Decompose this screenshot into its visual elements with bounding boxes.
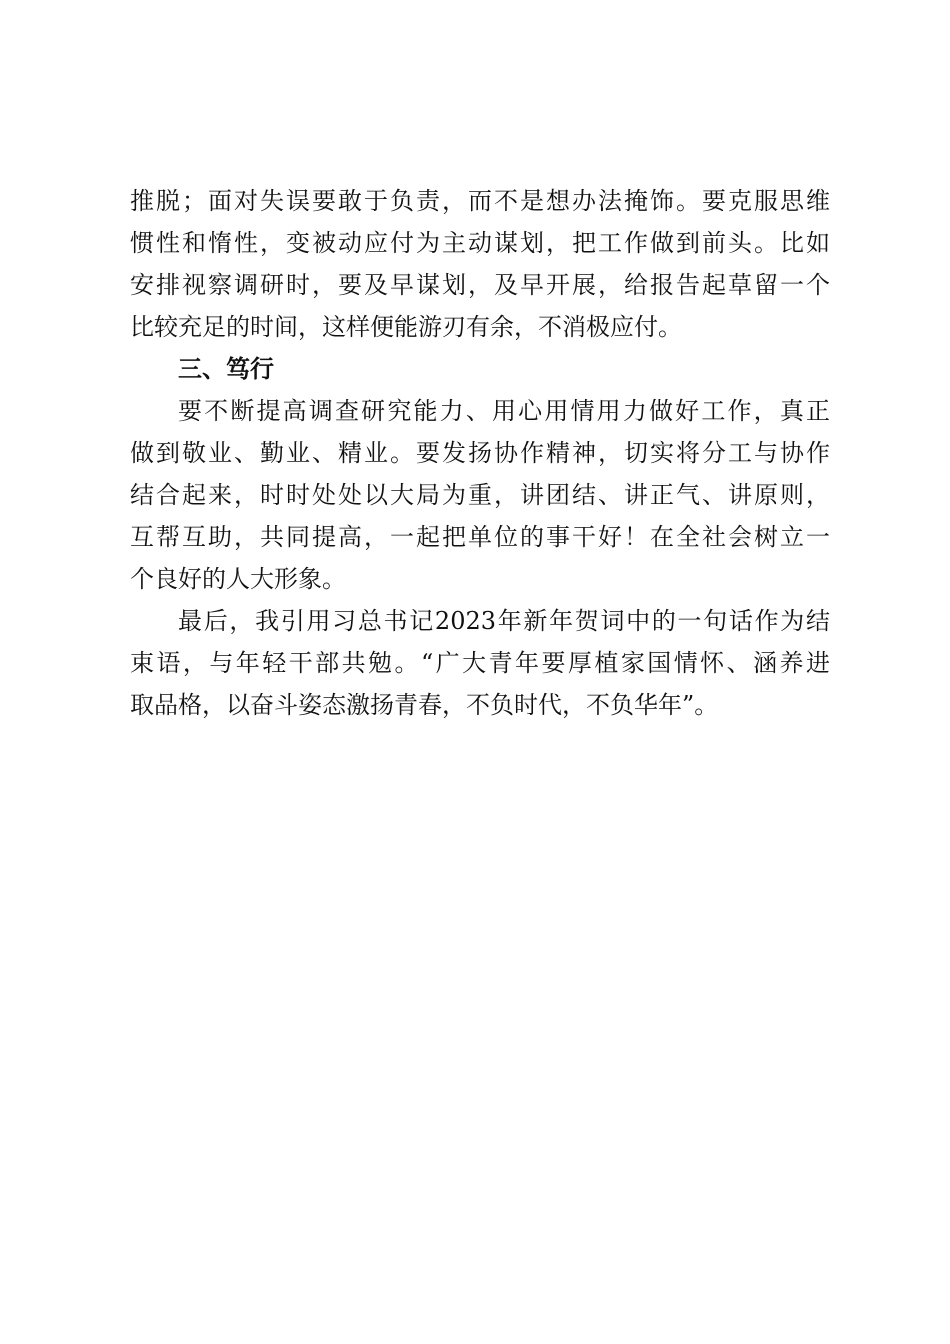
text-line: 比较充足的时间，这样便能游刃有余，不消极应付。 <box>130 313 682 341</box>
text-line: 结合起来，时时处处以大局为重，讲团结、讲正气、讲原则， <box>130 481 830 509</box>
paragraph-conclusion <box>130 600 830 726</box>
text-line: 互帮互助，共同提高，一起把单位的事干好！在全社会树立一 <box>130 523 830 551</box>
text-line: 做到敬业、勤业、精业。要发扬协作精神，切实将分工与协作 <box>130 439 830 467</box>
paragraph-continuation <box>130 180 830 348</box>
paragraph-practice <box>130 390 830 600</box>
text-line: 个良好的人大形象。 <box>130 565 346 593</box>
text-line: 束语，与年轻干部共勉。“广大青年要厚植家国情怀、涵养进 <box>130 649 830 677</box>
text-line: 推脱；面对失误要敢于负责，而不是想办法掩饰。要克服思维 <box>130 187 830 215</box>
document-body <box>130 180 830 726</box>
text-line: 安排视察调研时，要及早谋划，及早开展，给报告起草留一个 <box>130 271 830 299</box>
text-line: 取品格，以奋斗姿态激扬青春，不负时代，不负华年”。 <box>130 691 719 719</box>
text-line: 惯性和惰性，变被动应付为主动谋划，把工作做到前头。比如 <box>130 229 830 257</box>
text-line: 最后，我引用习总书记2023年新年贺词中的一句话作为结 <box>178 607 830 635</box>
section-heading: 三、笃行 <box>178 354 274 383</box>
text-line: 要不断提高调查研究能力、用心用情用力做好工作，真正 <box>178 397 830 425</box>
